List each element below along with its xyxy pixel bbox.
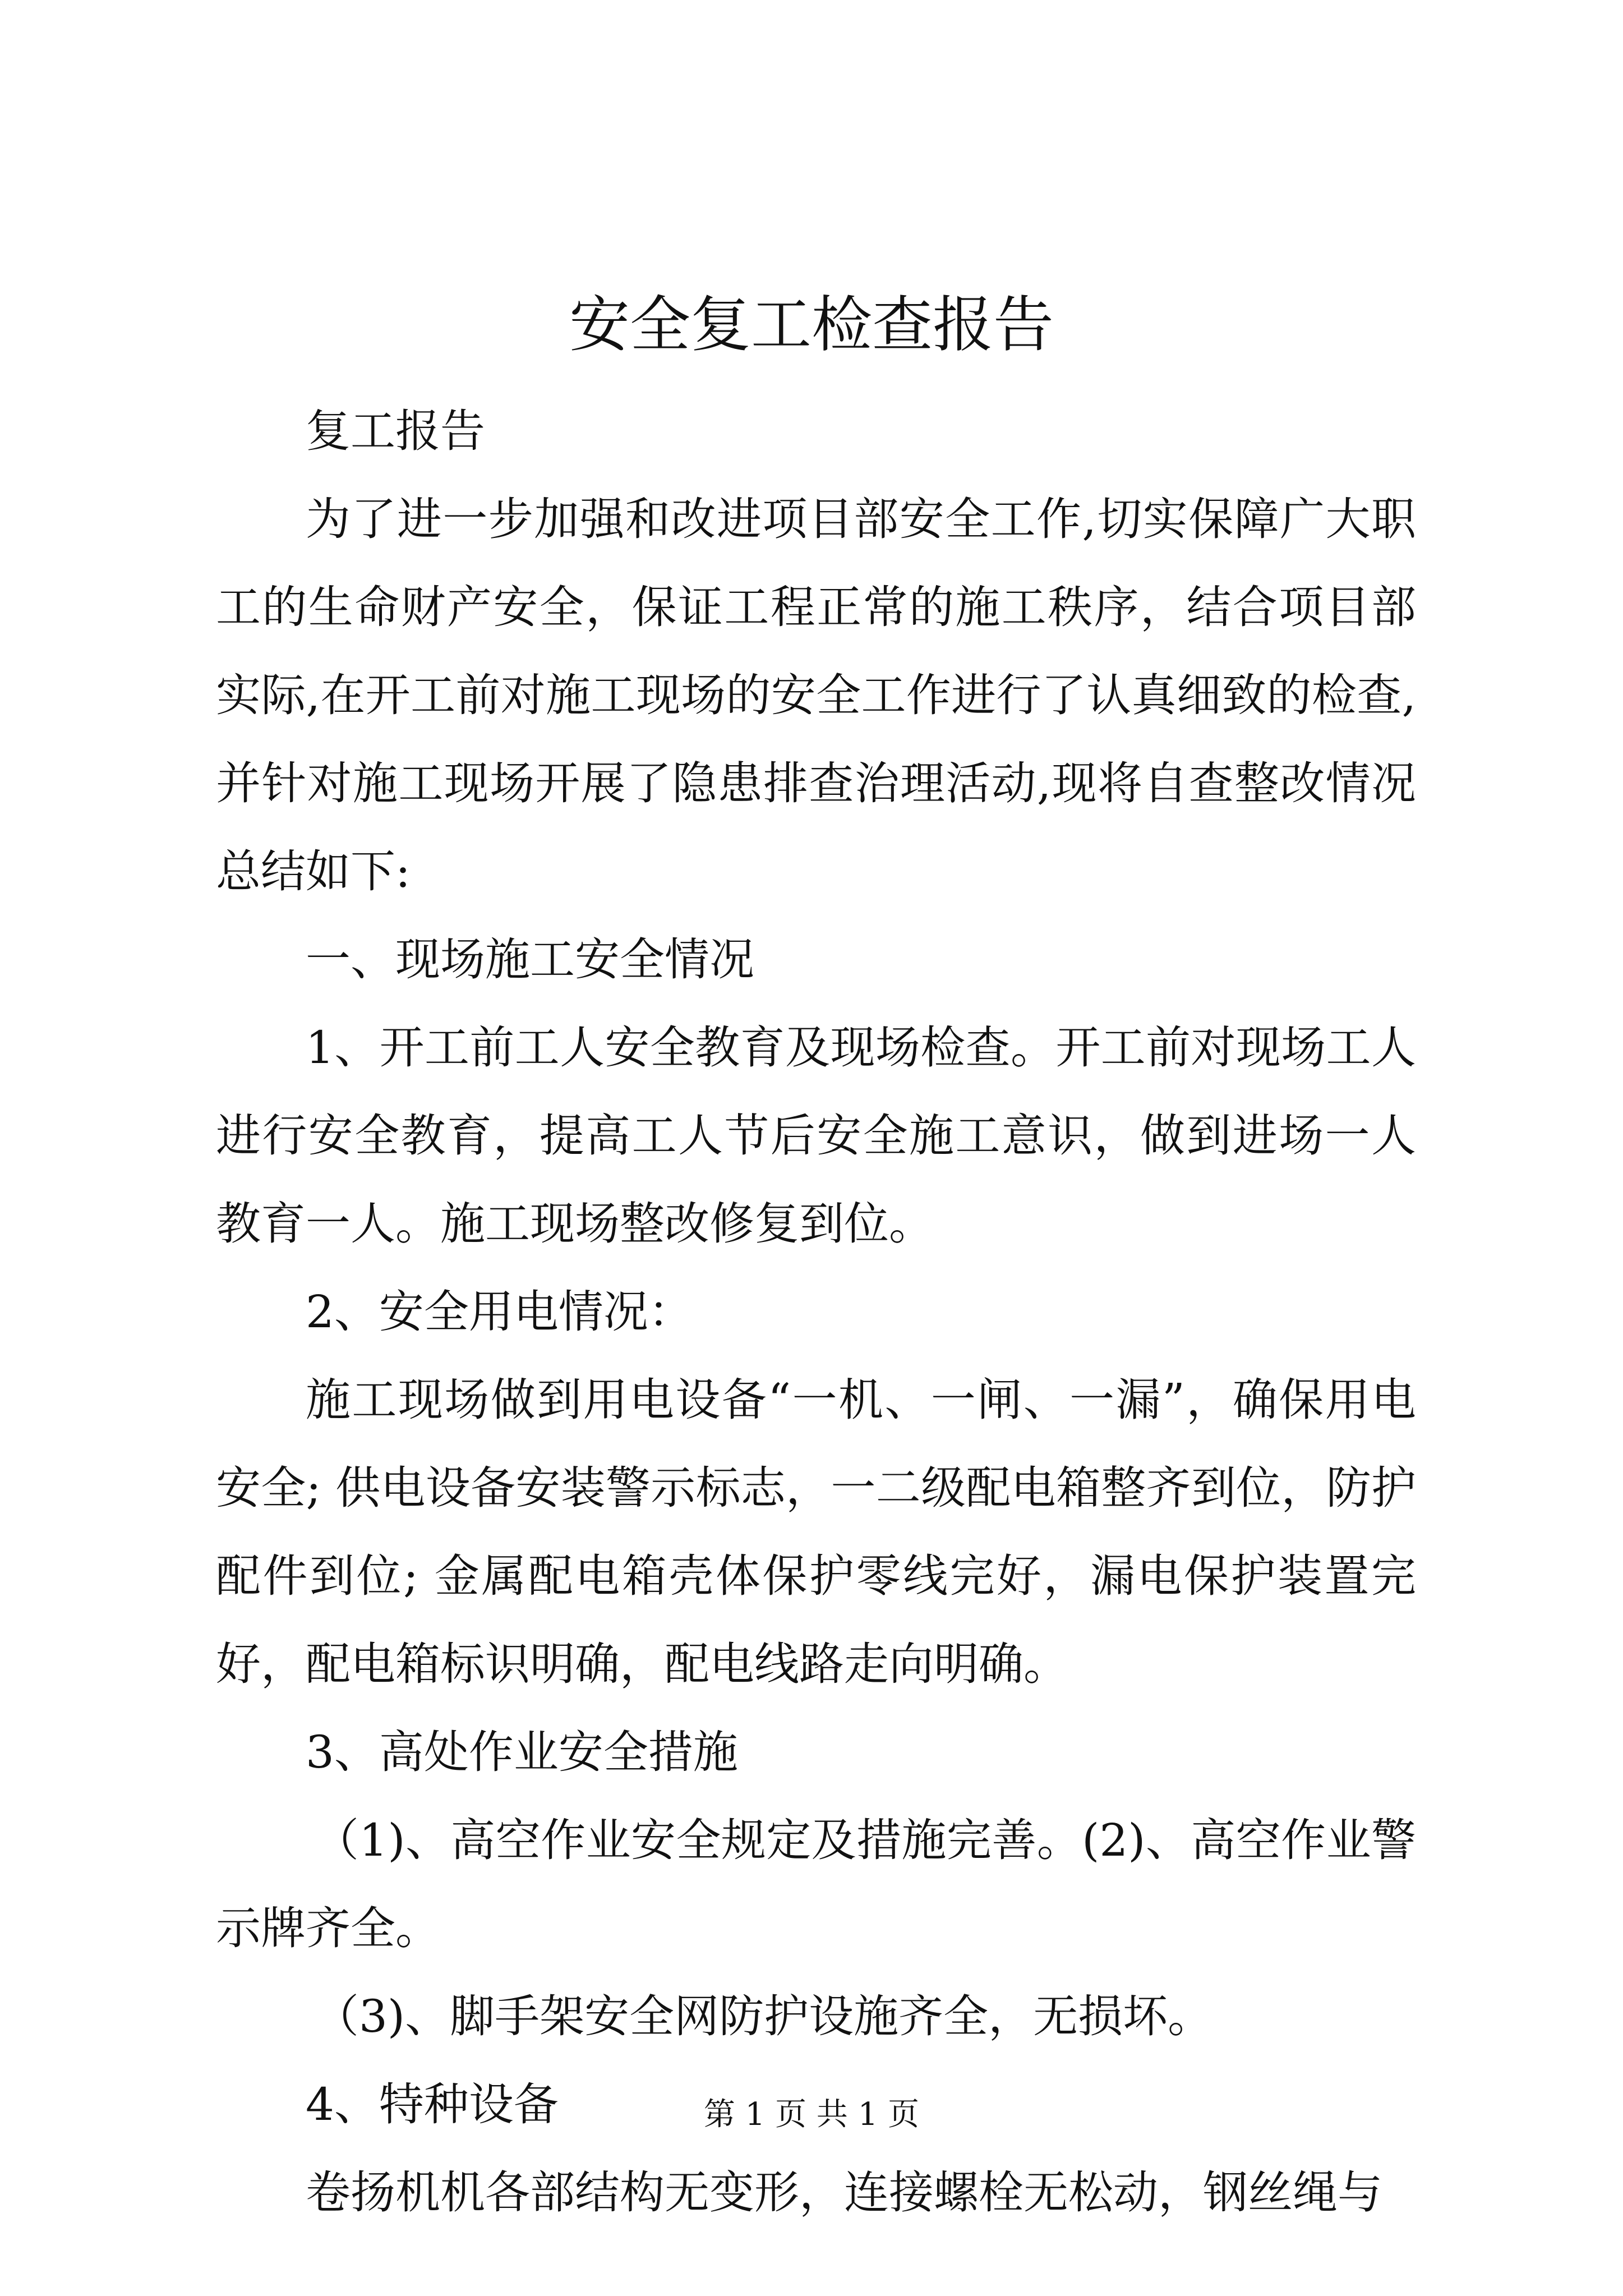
paragraph-height-work-3: （3)、脚手架安全网防护设施齐全，无损坏。 xyxy=(314,1990,1213,2042)
paragraph-electricity: 施工现场做到用电设备“一机、一闸、一漏”，确保用电安全; 供电设备安装警示标志，一二级配电箱整齐到位，防护配件到位; 金属配电箱壳体保护零线完好，漏电保护装置完好，配电箱标识明确，配电线路走向明确。 xyxy=(216,1374,1416,1690)
item-heading-4: 4、特种设备 xyxy=(306,2078,559,2131)
paragraph-height-work-1-2: （1)、高空作业安全规定及措施完善。(2)、高空作业警示牌齐全。 xyxy=(216,1814,1416,1954)
page-number-footer: 第 1 页 共 1 页 xyxy=(703,2096,920,2133)
item-heading-2: 2、安全用电情况： xyxy=(306,1286,693,1338)
paragraph-item-1: 1、开工前工人安全教育及现场检查。开工前对现场工人进行安全教育，提高工人节后安全施工意识，做到进场一人教育一人。施工现场整改修复到位。 xyxy=(216,1022,1416,1250)
paragraph-special-equipment: 卷扬机机各部结构无变形，连接螺栓无松动，钢丝绳与 xyxy=(306,2166,1382,2219)
document-title: 安全复工检查报告 xyxy=(569,290,1054,360)
item-heading-3: 3、高处作业安全措施 xyxy=(306,1726,738,1778)
paragraph-intro: 为了进一步加强和改进项目部安全工作,切实保障广大职工的生命财产安全，保证工程正常的施工秩序，结合项目部实际,在开工前对施工现场的安全工作进行了认真细致的检查,并针对施工现场开展了隐患排查治理活动,现将自查整改情况总结如下: xyxy=(216,493,1416,898)
document-body xyxy=(216,387,1416,2237)
paragraph-heading-fugong: 复工报告 xyxy=(306,405,485,457)
section-heading-1: 一、现场施工安全情况 xyxy=(306,933,754,986)
